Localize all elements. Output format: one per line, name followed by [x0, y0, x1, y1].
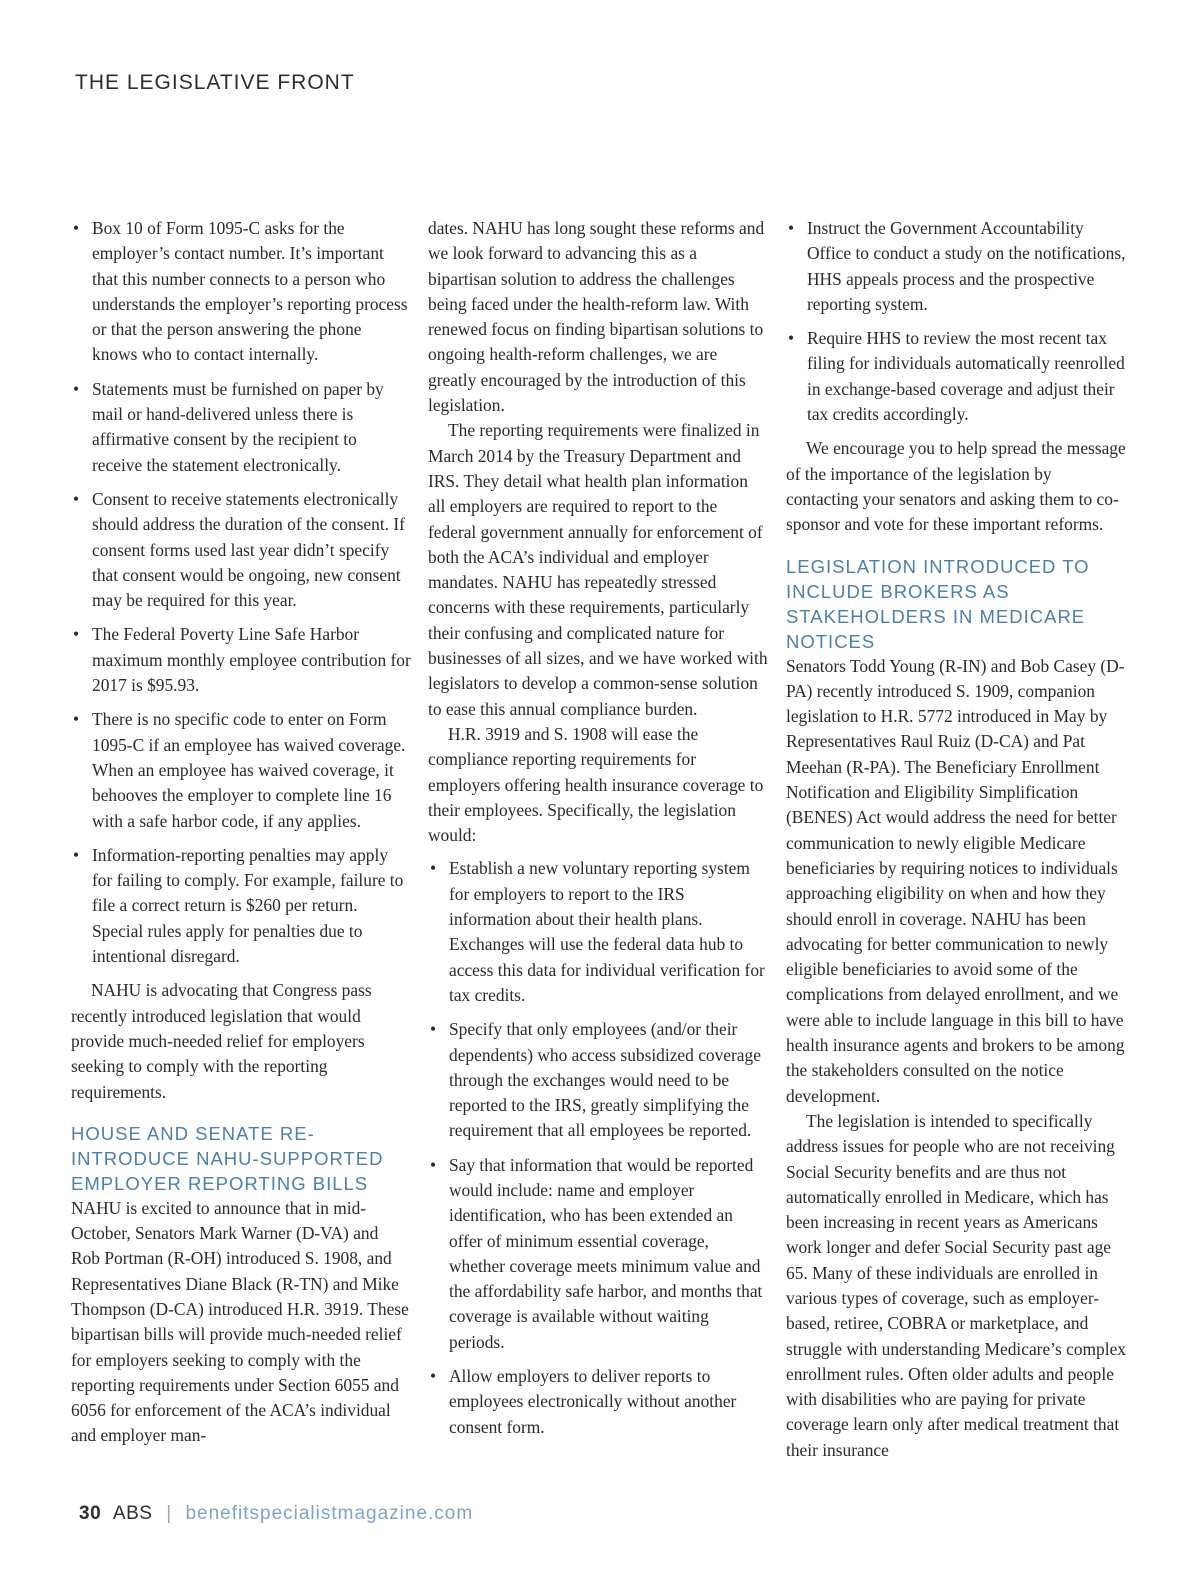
legislation-provisions-list — [428, 856, 768, 1440]
article-column-1 — [71, 216, 411, 1449]
list-item: • Box 10 of Form 1095-C asks for the employer’s contact number. It’s important that this number connects to a person who understands the employer’s reporting process or that the person answering the phone knows who to contact internally. — [71, 216, 411, 368]
list-item: • Consent to receive statements electronically should address the duration of the consent. If consent forms used last year didn’t specify that consent would be ongoing, new consent may be required for this year. — [71, 487, 411, 613]
list-item: • Require HHS to review the most recent tax filing for individuals automatically reenrolled in exchange-based coverage and adjust their tax credits accordingly. — [786, 326, 1126, 427]
list-item: • Specify that only employees (and/or their dependents) who access subsidized coverage through the exchanges would need to be reported to the IRS, greatly simplifying the requirement that all employees be reported. — [428, 1017, 768, 1143]
list-item: • Information-reporting penalties may apply for failing to comply. For example, failure to file a correct return is $260 per return. Special rules apply for penalties due to intentional disregard. — [71, 843, 411, 969]
page-number: 30 — [79, 1503, 102, 1524]
paragraph-senators: Senators Todd Young (R-IN) and Bob Casey (D-PA) recently introduced S. 1909, companion legislation to H.R. 5772 introduced in May by Representatives Raul Ruiz (D-CA) and Pat Meehan (R-PA). The Beneficiary Enrollment Notification and Eligibility Simplification (BENES) Act would address the need for better communication to newly eligible Medicare beneficiaries by requiring notices to individuals approaching eligibility on when and how they should enroll in coverage. NAHU has been advocating for better communication to newly eligible beneficiaries to avoid some of the complications from delayed enrollment, and we were able to include language in this bill to have health insurance agents and brokers to be among the stakeholders consulted on the notice development. — [786, 655, 1125, 1106]
article-column-2 — [428, 216, 768, 1449]
reporting-tips-list — [71, 216, 411, 969]
list-item: • Say that information that would be reported would include: name and employer identification, who has been extended an offer of minimum essential coverage, whether coverage meets minimum value and the affordability safe harbor, and months that coverage is available without waiting periods. — [428, 1153, 768, 1355]
paragraph-encourage: We encourage you to help spread the message of the importance of the legislation by contacting your senators and asking them to co-sponsor and vote for these important reforms. — [786, 438, 1126, 535]
list-item: • Statements must be furnished on paper by mail or hand-delivered unless there is affirmative consent by the recipient to receive the statement electronically. — [71, 377, 411, 478]
list-item: • Establish a new voluntary reporting system for employers to report to the IRS information about their health plans. Exchanges will use the federal data hub to access this data for individual verification for tax credits. — [428, 856, 768, 1008]
subhead-employer-reporting-bills: HOUSE AND SENATE RE-INTRODUCE NAHU-SUPPORTED EMPLOYER REPORTING BILLS — [71, 1122, 384, 1194]
paragraph-reporting-requirements: The reporting requirements were finalized in March 2014 by the Treasury Department and IRS. They detail what health plan information all employers are required to report to the federal government annually for enforcement of both the ACA’s individual and employer mandates. NAHU has repeatedly stressed concerns with these requirements, particularly their confusing and complicated nature for businesses of all sizes, and we have worked with legislators to develop a common-sense solution to ease this annual compliance burden. — [428, 420, 768, 719]
article-column-3 — [786, 216, 1126, 1463]
list-item: • There is no specific code to enter on Form 1095-C if an employee has waived coverage. When an employee has waived coverage, it behooves the employer to complete line 16 with a safe harbor code, if any applies. — [71, 707, 411, 833]
page-footer — [79, 1503, 473, 1525]
list-item: • Allow employers to deliver reports to employees electronically without another consent form. — [428, 1364, 768, 1440]
paragraph-intended: The legislation is intended to specifically address issues for people who are not receiving Social Security benefits and are thus not automatically enrolled in Medicare, which has been increasing in recent years as Americans work longer and defer Social Security past age 65. Many of these individuals are enrolled in various types of coverage, such as employer-based, retiree, COBRA or marketplace, and struggle with understanding Medicare’s complex enrollment rules. Often older adults and people with disabilities who are paying for private coverage learn only after medical treatment that their insurance — [786, 1110, 1126, 1460]
subhead-brokers-medicare-notices: LEGISLATION INTRODUCED TO INCLUDE BROKERS AS STAKEHOLDERS IN MEDICARE NOTICES — [786, 555, 1090, 652]
publication-name: ABS — [112, 1503, 153, 1524]
section-title: THE LEGISLATIVE FRONT — [75, 71, 355, 94]
footer-separator: | — [166, 1503, 172, 1524]
paragraph-advocacy: NAHU is advocating that Congress pass recently introduced legislation that would provide much-needed relief for employers seeking to comply with the reporting requirements. — [71, 980, 372, 1102]
list-item: • Instruct the Government Accountability Office to conduct a study on the notifications, HHS appeals process and the prospective reporting system. — [786, 216, 1126, 317]
list-item: • The Federal Poverty Line Safe Harbor maximum monthly employee contribution for 2017 is $95.93. — [71, 622, 411, 698]
legislation-provisions-list-continued — [786, 216, 1126, 427]
paragraph-continued: dates. NAHU has long sought these reforms and we look forward to advancing this as a bipartisan solution to address the challenges being faced under the health-reform law. With renewed focus on finding bipartisan solutions to ongoing health-reform challenges, we are greatly encouraged by the introduction of this legislation. — [428, 218, 765, 416]
paragraph-bills-summary: H.R. 3919 and S. 1908 will ease the compliance reporting requirements for employers offering health insurance coverage to their employees. Specifically, the legislation would: — [428, 723, 764, 846]
website-link[interactable]: benefitspecialistmagazine.com — [185, 1503, 474, 1524]
paragraph-announcement: NAHU is excited to announce that in mid-October, Senators Mark Warner (D-VA) and Rob Portman (R-OH) introduced S. 1908, and Representatives Diane Black (R-TN) and Mike Thompson (D-CA) introduced H.R. 3919. These bipartisan bills will provide much-needed relief for employers seeking to comply with the reporting requirements under Section 6055 and 6056 for enforcement of the ACA’s individual and employer man- — [71, 1197, 409, 1446]
